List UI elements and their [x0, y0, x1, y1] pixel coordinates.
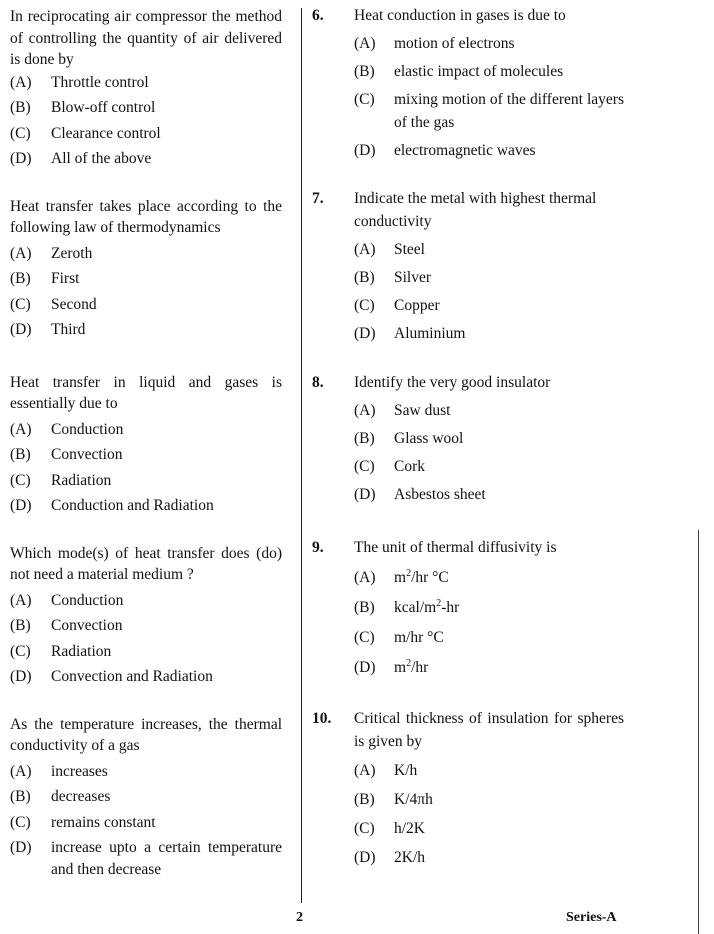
question-text: Critical thickness of insulation for spheres is given by: [354, 710, 624, 750]
option-label: (A): [354, 241, 376, 258]
option-text: $m^2/hr$: [394, 657, 429, 676]
option-text: Glass wool: [394, 430, 464, 447]
option: [354, 60, 624, 83]
option: [10, 123, 282, 145]
option-text: mixing motion of the different layers of the gas: [394, 91, 624, 131]
question-block: [10, 196, 282, 341]
option-text: elastic impact of molecules: [394, 63, 564, 80]
option-text: All of the above: [51, 150, 152, 167]
question-number: 6.: [312, 7, 324, 24]
option-text: Third: [51, 321, 86, 338]
option: [10, 444, 282, 466]
option-text: Blow-off control: [51, 99, 156, 116]
option-text: Steel: [394, 241, 425, 258]
option-label: (C): [354, 91, 375, 108]
option: [10, 666, 282, 688]
option: [354, 32, 624, 55]
question-text: Heat conduction in gases is due to: [354, 7, 566, 24]
option-label: (D): [354, 659, 376, 676]
option: [354, 88, 624, 134]
question-number: 7.: [312, 190, 324, 207]
option-label: (C): [354, 820, 375, 837]
option-text: increases: [51, 762, 108, 780]
option-label: (D): [10, 321, 32, 338]
option: [10, 148, 282, 170]
option: [354, 483, 624, 506]
option: [354, 817, 624, 840]
option: [10, 97, 282, 119]
option-label: (A): [354, 35, 376, 52]
question-block: [10, 714, 282, 881]
page-number: 2: [296, 910, 303, 925]
question-block: [312, 371, 624, 506]
option: [354, 656, 624, 679]
option-text: Convection: [51, 446, 123, 463]
option-text: Radiation: [51, 642, 112, 660]
question-block: [312, 187, 624, 345]
option-text: Throttle control: [51, 73, 149, 91]
option: [354, 266, 624, 289]
option-text: First: [51, 270, 80, 287]
option-label: (A): [10, 73, 32, 91]
option: [10, 72, 282, 94]
option-text: increase upto a certain temperature and then decrease: [51, 839, 282, 878]
option: [10, 761, 282, 783]
question-text: Heat transfer takes place according to the following law of thermodynamics: [10, 197, 282, 236]
question-block: [312, 536, 624, 679]
option-label: (B): [354, 599, 375, 616]
option: [354, 626, 624, 649]
option: [354, 139, 624, 162]
option-label: (B): [354, 269, 375, 286]
option-text: Saw dust: [394, 402, 451, 419]
option-label: (A): [10, 762, 32, 780]
option-text: K/h: [394, 762, 418, 779]
option: [354, 399, 624, 422]
option-label: (A): [354, 402, 376, 419]
option-label: (B): [10, 788, 31, 805]
option: [10, 419, 282, 441]
option: [10, 812, 282, 834]
option-label: (C): [10, 124, 31, 142]
question-number: 8.: [312, 374, 324, 391]
option-text: K/4πh: [394, 791, 433, 808]
option: [354, 596, 624, 619]
option-text: Second: [51, 295, 97, 313]
option-text: Clearance control: [51, 124, 161, 142]
option-label: (B): [354, 430, 375, 447]
option-label: (C): [354, 297, 375, 314]
option-text: Radiation: [51, 471, 112, 489]
page-edge-line: [698, 530, 699, 934]
left-column: [10, 6, 282, 880]
option-text: Asbestos sheet: [394, 486, 486, 503]
question-block: [10, 6, 282, 170]
option-label: (A): [10, 420, 32, 438]
option-label: (C): [10, 813, 31, 831]
option: [10, 495, 282, 517]
option-label: (C): [10, 295, 31, 313]
question-text: Heat transfer in liquid and gases is essentially due to: [10, 373, 282, 412]
question-text: As the temperature increases, the thermal conductivity of a gas: [10, 715, 282, 754]
option: [10, 470, 282, 492]
option-text: motion of electrons: [394, 35, 515, 52]
option-label: (A): [354, 569, 376, 586]
option-label: (B): [10, 617, 31, 634]
option: [10, 837, 282, 880]
option: [10, 268, 282, 290]
option-text: Zeroth: [51, 244, 93, 262]
option-label: (D): [10, 497, 32, 514]
right-column: [312, 4, 624, 869]
option-text: h/2K: [394, 820, 425, 837]
option-label: (A): [10, 591, 32, 609]
option: [10, 294, 282, 316]
option-label: (A): [354, 762, 376, 779]
option-text: Convection and Radiation: [51, 668, 213, 685]
option-text: Silver: [394, 269, 432, 286]
option-text: Aluminium: [394, 325, 466, 342]
question-number: 9.: [312, 539, 324, 556]
option-label: (C): [354, 629, 375, 646]
question-text: Which mode(s) of heat transfer does (do) not need a material medium ?: [10, 544, 282, 583]
option: [354, 427, 624, 450]
column-divider: [301, 8, 302, 903]
option-label: (D): [10, 839, 32, 856]
option-text: 2K/h: [394, 849, 425, 866]
option: [10, 319, 282, 341]
question-number: 10.: [312, 710, 332, 727]
option-text: Copper: [394, 297, 440, 314]
option-label: (B): [354, 63, 375, 80]
option: [10, 641, 282, 663]
option: [354, 759, 624, 782]
question-block: [312, 4, 624, 162]
option-text: remains constant: [51, 813, 156, 831]
option-label: (D): [354, 325, 376, 342]
option: [10, 615, 282, 637]
option-label: (A): [10, 244, 32, 262]
option-text: Convection: [51, 617, 123, 634]
option-text: $m^2/hr$ °C: [394, 567, 449, 586]
option-text: kcal/$m^2-hr$: [394, 597, 460, 616]
option-text: Conduction and Radiation: [51, 497, 214, 514]
option: [10, 243, 282, 265]
option: [10, 786, 282, 808]
option-label: (C): [10, 471, 31, 489]
option-text: Cork: [394, 458, 425, 475]
option-label: (D): [10, 668, 32, 685]
option-text: Conduction: [51, 591, 124, 609]
option-text: Conduction: [51, 420, 124, 438]
option: [354, 294, 624, 317]
option-label: (B): [10, 99, 31, 116]
question-block: [312, 707, 624, 869]
option-label: (D): [354, 486, 376, 503]
option: [354, 455, 624, 478]
question-text: Indicate the metal with highest thermal conductivity: [354, 190, 597, 230]
option-label: (B): [10, 270, 31, 287]
question-block: [10, 372, 282, 517]
option: [354, 238, 624, 261]
option-label: (D): [354, 849, 376, 866]
option: [354, 566, 624, 589]
option-label: (D): [354, 142, 376, 159]
series-label: Series-A: [566, 910, 617, 925]
option-label: (B): [354, 791, 375, 808]
option: [354, 322, 624, 345]
question-text: In reciprocating air compressor the method of controlling the quantity of air delivered is done by: [10, 8, 282, 68]
option-label: (B): [10, 446, 31, 463]
option: [354, 788, 624, 811]
option-label: (D): [10, 150, 32, 167]
option-label: (C): [354, 458, 375, 475]
option-text: decreases: [51, 788, 111, 805]
option: [10, 590, 282, 612]
question-text: Identify the very good insulator: [354, 374, 551, 391]
option-text: electromagnetic waves: [394, 142, 536, 159]
question-text: The unit of thermal diffusivity is: [354, 539, 557, 556]
option-label: (C): [10, 642, 31, 660]
option: [354, 846, 624, 869]
question-block: [10, 543, 282, 688]
option-text: m/hr °C: [394, 629, 444, 646]
